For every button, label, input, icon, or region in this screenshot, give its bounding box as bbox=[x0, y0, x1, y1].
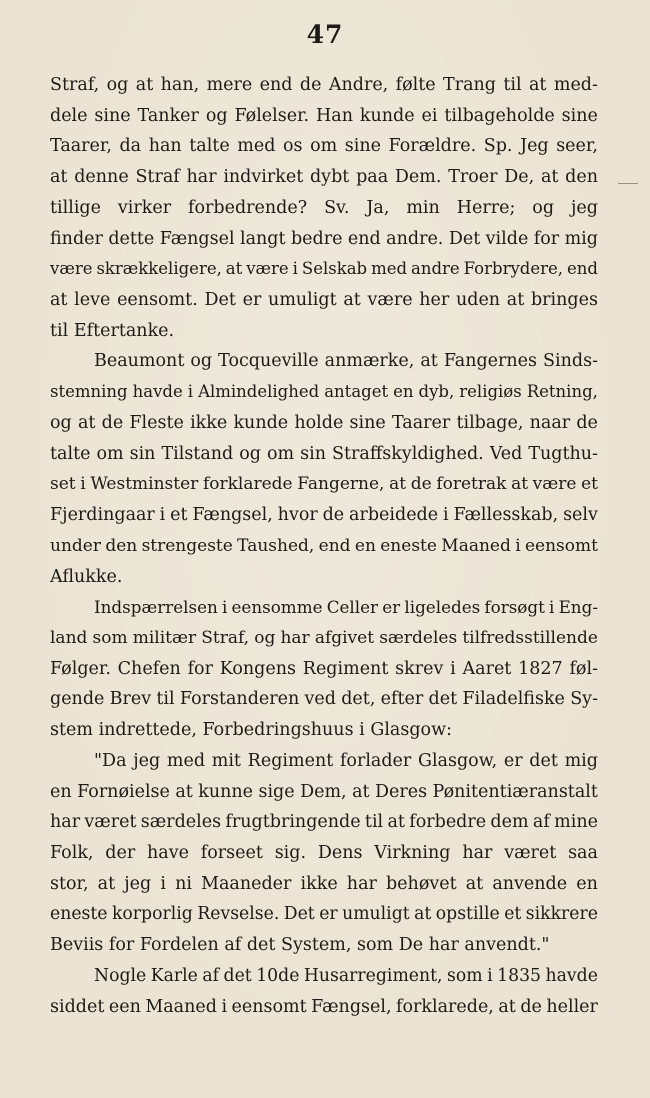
text-line: land som militær Straf, og har afgivet særdeles tilfredsstillende bbox=[50, 627, 598, 648]
text-line: stemning havde i Almindelighed antaget en dyb, religiøs Retning, bbox=[50, 382, 598, 402]
text-line: til Eftertanke. bbox=[50, 320, 175, 341]
text-line: en Fornøielse at kunne sige Dem, at Deres Pønitentiæranstalt bbox=[50, 781, 598, 802]
text-line: set i Westminster forklarede Fangerne, at de foretrak at være et bbox=[50, 474, 598, 495]
body-text bbox=[50, 70, 598, 1022]
text-line: Nogle Karle af det 10de Husarregiment, som i 1835 havde bbox=[94, 965, 598, 986]
text-line: Beaumont og Tocqueville anmærke, at Fangernes Sinds- bbox=[94, 351, 598, 372]
text-line: stem indrettede, Forbedringshuus i Glasgow: bbox=[50, 720, 452, 741]
text-line: at leve eensomt. Det er umuligt at være her uden at bringes bbox=[50, 290, 598, 311]
text-line: Indspærrelsen i eensomme Celler er ligeledes forsøgt i Eng- bbox=[94, 597, 598, 618]
text-line: at denne Straf har indvirket dybt paa Dem. Troer De, at den bbox=[50, 167, 598, 188]
margin-mark bbox=[618, 183, 638, 184]
text-line: "Da jeg med mit Regiment forlader Glasgow, er det mig bbox=[94, 750, 598, 771]
text-line: talte om sin Tilstand og om sin Straffskyldighed. Ved Tugthu- bbox=[50, 443, 598, 464]
text-line: tillige virker forbedrende? Sv. Ja, min Herre; og jeg bbox=[50, 197, 598, 218]
text-line: under den strengeste Taushed, end en eneste Maaned i eensomt bbox=[50, 535, 598, 556]
text-line: Folk, der have forseet sig. Dens Virkning har været saa bbox=[50, 842, 598, 863]
text-line: finder dette Fængsel langt bedre end andre. Det vilde for mig bbox=[50, 228, 598, 249]
text-line: har været særdeles frugtbringende til at forbedre dem af mine bbox=[50, 812, 598, 833]
text-line: Fjerdingaar i et Fængsel, hvor de arbeidede i Fællesskab, selv bbox=[50, 505, 598, 526]
text-line: dele sine Tanker og Følelser. Han kunde ei tilbageholde sine bbox=[50, 105, 598, 126]
text-line: Aflukke. bbox=[50, 566, 123, 587]
text-line: siddet een Maaned i eensomt Fængsel, forklarede, at de heller bbox=[50, 996, 598, 1017]
text-line: Følger. Chefen for Kongens Regiment skrev i Aaret 1827 føl- bbox=[50, 658, 598, 679]
text-line: gende Brev til Forstanderen ved det, efter det Filadelfiske Sy- bbox=[50, 689, 598, 710]
text-line: stor, at jeg i ni Maaneder ikke har behøvet at anvende en bbox=[50, 873, 598, 894]
text-line: eneste korporlig Revselse. Det er umuligt at opstille et sikkrere bbox=[50, 904, 598, 925]
text-line: Straf, og at han, mere end de Andre, følte Trang til at med- bbox=[50, 75, 598, 95]
text-line: være skrækkeligere, at være i Selskab med andre Forbrydere, end bbox=[50, 259, 598, 279]
text-line: og at de Fleste ikke kunde holde sine Taarer tilbage, naar de bbox=[50, 412, 598, 433]
page-number: 47 bbox=[306, 20, 344, 49]
text-line: Taarer, da han talte med os om sine Forældre. Sp. Jeg seer, bbox=[50, 136, 598, 157]
text-line: Beviis for Fordelen af det System, som De har anvendt." bbox=[50, 935, 550, 956]
